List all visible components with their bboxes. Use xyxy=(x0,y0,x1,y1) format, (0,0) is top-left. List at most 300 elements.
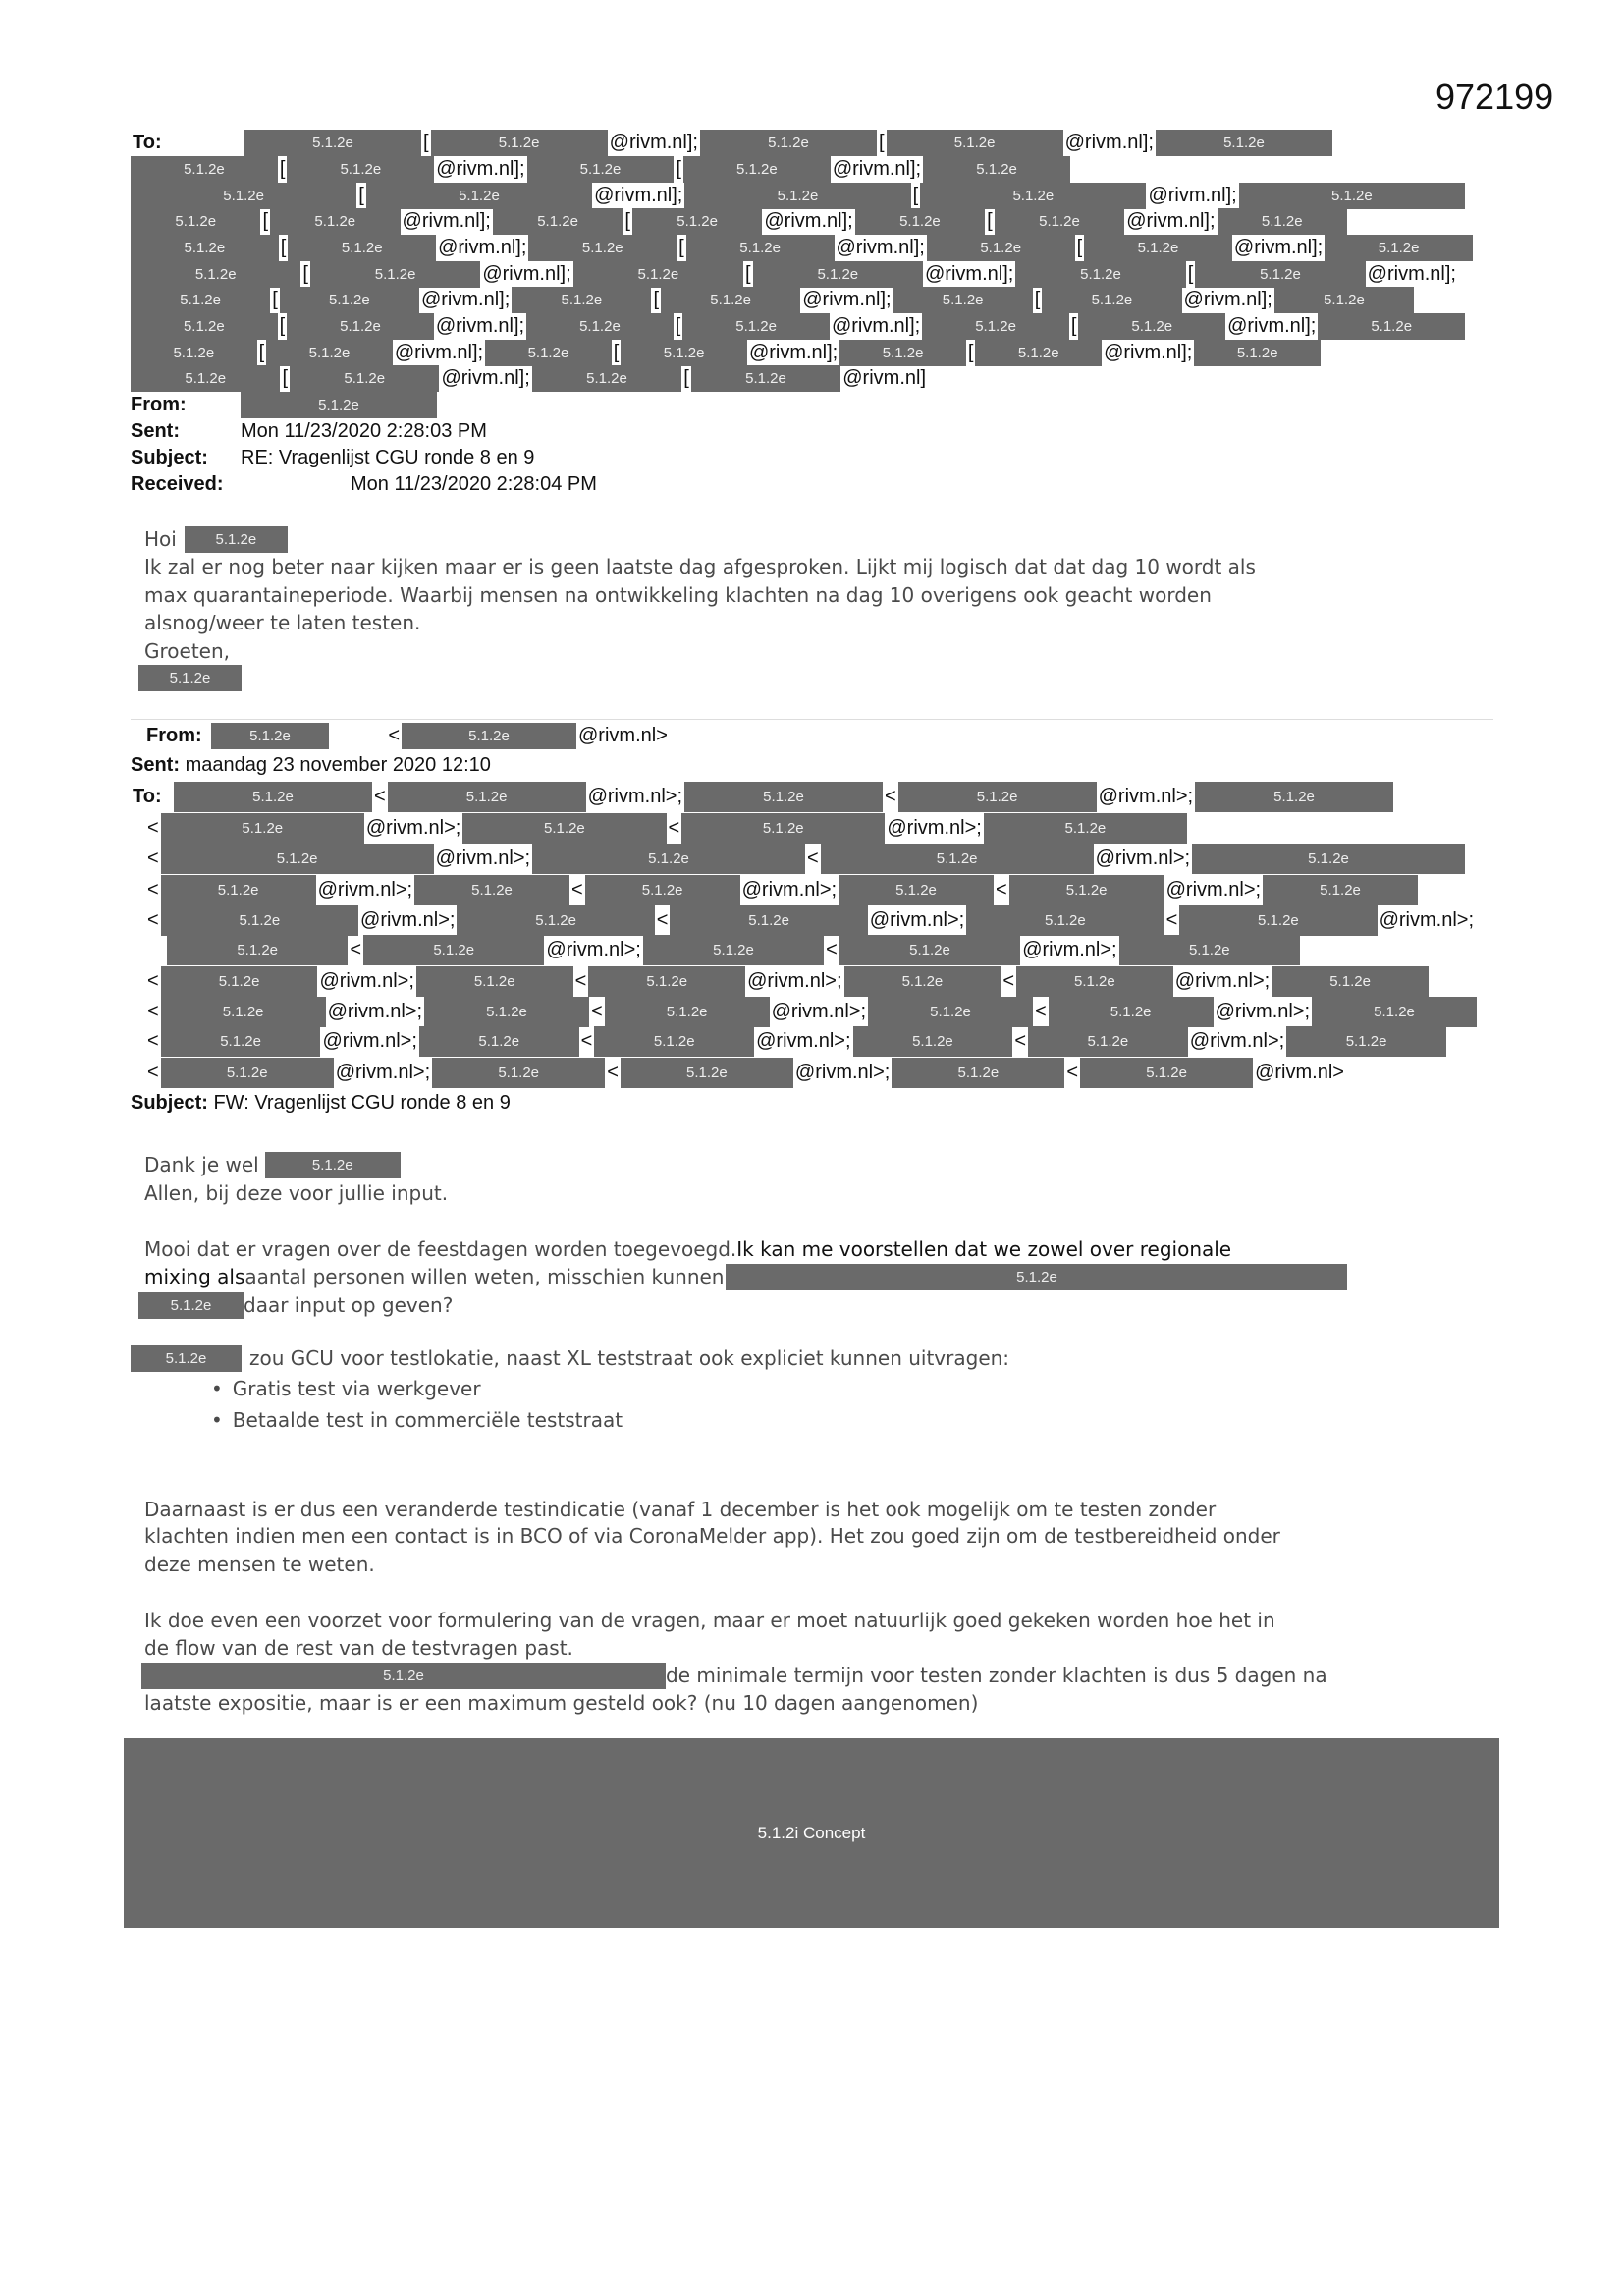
redaction: 5.1.2e xyxy=(893,287,1033,313)
recipient-address-fragment: < xyxy=(580,1030,593,1052)
redaction: 5.1.2e xyxy=(431,130,608,156)
recipient-address-fragment: @rivm.nl>; xyxy=(747,970,842,992)
recipient-address-fragment: @rivm.nl]; xyxy=(1104,342,1193,363)
redaction: 5.1.2e xyxy=(287,313,434,340)
redaction: 5.1.2e xyxy=(868,997,1033,1027)
header2-subject xyxy=(131,1092,511,1115)
redaction: 5.1.2e xyxy=(995,208,1124,235)
recipient-address-fragment: @rivm.nl>; xyxy=(360,909,456,931)
recipient-row xyxy=(145,905,1476,936)
redaction: 5.1.2e xyxy=(923,156,1070,183)
redaction: 5.1.2e xyxy=(161,966,318,997)
redaction: 5.1.2e xyxy=(244,130,421,156)
recipient-address-fragment: < xyxy=(996,879,1007,901)
recipient-address-fragment: @rivm.nl]; xyxy=(832,158,922,180)
text: Gratis test via werkgever xyxy=(232,1377,481,1400)
redaction: 5.1.2e xyxy=(643,935,824,965)
recipient-address-fragment: < xyxy=(147,847,159,869)
thanks: Dank je wel xyxy=(144,1153,259,1176)
redaction: 5.1.2e xyxy=(1318,313,1465,340)
recipient-address-fragment: [ xyxy=(280,237,287,258)
recipient-row xyxy=(131,365,928,392)
redaction: 5.1.2e xyxy=(526,313,674,340)
from-domain: @rivm.nl> xyxy=(578,725,668,746)
redaction: 5.1.2e xyxy=(920,183,1146,209)
redaction: 5.1.2e xyxy=(493,208,623,235)
redaction: 5.1.2e xyxy=(161,875,316,905)
recipient-address-fragment: @rivm.nl]; xyxy=(609,132,698,153)
body-line xyxy=(138,1291,453,1319)
recipient-address-fragment: [ xyxy=(1034,289,1041,310)
sent-value: maandag 23 november 2020 12:10 xyxy=(185,754,491,776)
redaction: 5.1.2e xyxy=(855,208,985,235)
recipient-address-fragment: [ xyxy=(967,342,974,363)
subject-value: FW: Vragenlijst CGU ronde 8 en 9 xyxy=(213,1092,511,1114)
recipient-address-fragment: @rivm.nl>; xyxy=(317,879,413,901)
redaction: 5.1.2e xyxy=(1179,905,1377,936)
recipient-address-fragment: [ xyxy=(423,132,429,153)
redaction: 5.1.2e xyxy=(1195,261,1365,288)
recipient-address-fragment: [ xyxy=(302,263,308,285)
recipient-address-fragment: [ xyxy=(1070,315,1077,337)
header1-sent xyxy=(131,420,487,443)
recipient-address-fragment: < xyxy=(591,1001,603,1022)
redaction: 5.1.2e xyxy=(844,966,1001,997)
greeting: Hoi xyxy=(144,527,177,551)
recipient-address-fragment: @rivm.nl>; xyxy=(435,847,531,869)
redaction: 5.1.2e xyxy=(280,287,419,313)
recipient-address-fragment: @rivm.nl]; xyxy=(802,289,892,310)
redaction: 5.1.2e xyxy=(839,935,1020,965)
redaction: 5.1.2e xyxy=(1028,1026,1188,1057)
text: zou GCU voor testlokatie, naast XL teststraat ook expliciet kunnen uitvragen: xyxy=(249,1346,1010,1370)
redaction: 5.1.2e xyxy=(892,1058,1064,1088)
recipient-address-fragment: [ xyxy=(745,263,751,285)
redaction: 5.1.2e xyxy=(185,526,288,553)
recipient-address-fragment: [ xyxy=(262,210,269,232)
recipient-address-fragment: @rivm.nl]; xyxy=(482,263,571,285)
redaction: 5.1.2e xyxy=(402,723,576,749)
recipient-address-fragment: @rivm.nl>; xyxy=(365,817,461,839)
redaction: 5.1.2e xyxy=(161,813,364,844)
redaction: 5.1.2e xyxy=(726,1264,1347,1290)
recipient-row xyxy=(131,261,1458,288)
redaction: 5.1.2e xyxy=(266,340,393,366)
bullet-item xyxy=(211,1375,481,1402)
header1-from xyxy=(131,392,437,418)
redaction: 5.1.2e xyxy=(462,813,666,844)
redaction: 5.1.2e xyxy=(161,844,434,874)
redaction: 5.1.2e xyxy=(131,183,356,209)
recipient-address-fragment: [ xyxy=(678,237,684,258)
redaction: 5.1.2e xyxy=(1042,287,1181,313)
recipient-row xyxy=(145,1058,1346,1088)
recipient-address-fragment: [ xyxy=(279,315,286,337)
recipient-address-fragment: @rivm.nl> xyxy=(1255,1062,1344,1083)
recipient-address-fragment: @rivm.nl]; xyxy=(441,367,530,389)
redaction: 5.1.2e xyxy=(131,235,279,261)
recipient-address-fragment: @rivm.nl>; xyxy=(869,909,965,931)
recipient-address-fragment: [ xyxy=(675,315,681,337)
redaction: 5.1.2e xyxy=(984,813,1187,844)
recipient-address-fragment: @rivm.nl>; xyxy=(546,939,641,960)
redaction: 5.1.2e xyxy=(684,782,883,812)
greeting-line xyxy=(144,525,288,553)
redaction: 5.1.2e xyxy=(621,1058,793,1088)
redaction: 5.1.2e xyxy=(1195,782,1393,812)
recipient-address-fragment: @rivm.nl]; xyxy=(394,342,484,363)
recipient-address-fragment: [ xyxy=(279,158,286,180)
body-line: de flow van de rest van de testvragen past. xyxy=(144,1636,573,1660)
recipient-address-fragment: @rivm.nl>; xyxy=(1189,1030,1285,1052)
redaction: 5.1.2e xyxy=(1192,844,1465,874)
body-line: laatste expositie, maar is er een maximum gesteld ook? (nu 10 dagen aangenomen) xyxy=(144,1691,979,1715)
redaction: 5.1.2e xyxy=(131,208,260,235)
body-line: Ik zal er nog beter naar kijken maar er is geen laatste dag afgesproken. Lijkt mij logisch dat dat dag 10 wordt als xyxy=(144,555,1256,578)
received-label: Received: xyxy=(131,473,224,495)
header2-from xyxy=(144,723,670,749)
redaction: 5.1.2e xyxy=(1218,208,1347,235)
body-line xyxy=(141,1662,1327,1689)
recipient-address-fragment: @rivm.nl>; xyxy=(794,1062,891,1083)
recipient-address-fragment: @rivm.nl>; xyxy=(741,879,838,901)
recipient-address-fragment: @rivm.nl>; xyxy=(327,1001,423,1022)
recipient-row xyxy=(167,935,1300,965)
from-label: From: xyxy=(146,725,202,746)
redaction: 5.1.2e xyxy=(594,1026,754,1057)
header2-sent xyxy=(131,754,491,777)
redaction: 5.1.2e xyxy=(290,365,439,392)
redaction: 5.1.2e xyxy=(131,365,280,392)
recipient-address-fragment: < xyxy=(147,1030,159,1052)
recipient-address-fragment: < xyxy=(807,847,819,869)
recipient-address-fragment: @rivm.nl]; xyxy=(438,237,527,258)
redaction: 5.1.2e xyxy=(141,1663,666,1689)
recipient-address-fragment: @rivm.nl]; xyxy=(764,210,853,232)
redaction: 5.1.2e xyxy=(632,208,762,235)
redaction: 5.1.2e xyxy=(532,365,681,392)
recipient-address-fragment: @rivm.nl>; xyxy=(756,1030,851,1052)
recipient-address-fragment: [ xyxy=(272,289,278,310)
redaction: 5.1.2e xyxy=(700,130,877,156)
recipient-row xyxy=(131,208,1347,235)
recipient-address-fragment: < xyxy=(607,1062,619,1083)
bullet-icon: • xyxy=(211,1408,223,1432)
redaction: 5.1.2e xyxy=(363,935,544,965)
redaction: 5.1.2e xyxy=(265,1152,401,1178)
body-line: Allen, bij deze voor jullie input. xyxy=(144,1181,449,1205)
bullet-icon: • xyxy=(211,1377,223,1400)
redaction: 5.1.2e xyxy=(1274,287,1414,313)
redaction: 5.1.2e xyxy=(1078,313,1225,340)
recipient-address-fragment: @rivm.nl]; xyxy=(402,210,491,232)
recipient-row xyxy=(145,875,1418,905)
recipient-address-fragment: [ xyxy=(653,289,660,310)
recipient-address-fragment: @rivm.nl]; xyxy=(436,158,525,180)
recipient-address-fragment: @rivm.nl]; xyxy=(594,185,683,206)
redaction: 5.1.2e xyxy=(211,723,329,749)
redaction: 5.1.2e xyxy=(131,340,257,366)
recipient-address-fragment: @rivm.nl>; xyxy=(1174,970,1271,992)
recipient-address-fragment: < xyxy=(147,1062,159,1083)
redaction: 5.1.2e xyxy=(161,905,358,936)
recipient-address-fragment: < xyxy=(668,817,680,839)
redaction: 5.1.2e xyxy=(1325,235,1473,261)
recipient-address-fragment: < xyxy=(826,939,838,960)
redaction: 5.1.2e xyxy=(131,1345,242,1372)
concept-label: 5.1.2i Concept xyxy=(757,1823,866,1842)
recipient-address-fragment: @rivm.nl>; xyxy=(771,1001,867,1022)
redaction: 5.1.2e xyxy=(839,875,994,905)
subject-label: Subject: xyxy=(131,1092,208,1114)
recipient-address-fragment: @rivm.nl>; xyxy=(1098,786,1194,807)
redaction: 5.1.2e xyxy=(1272,966,1429,997)
recipient-address-fragment: @rivm.nl]; xyxy=(1126,210,1216,232)
sent-label: Sent: xyxy=(131,754,180,776)
body-line: Daarnaast is er dus een veranderde testindicatie (vanaf 1 december is het ook mogelijk om te testen zonder xyxy=(144,1498,1217,1521)
recipient-address-fragment: @rivm.nl>; xyxy=(335,1062,431,1083)
recipient-address-fragment: [ xyxy=(358,185,364,206)
concept-redaction-block xyxy=(124,1738,1499,1928)
recipient-address-fragment: [ xyxy=(258,342,265,363)
redaction: 5.1.2e xyxy=(1009,875,1164,905)
recipient-address-fragment: < xyxy=(1002,970,1014,992)
recipient-address-fragment: @rivm.nl]; xyxy=(831,315,921,337)
body-line: alsnog/weer te laten testen. xyxy=(144,611,421,634)
redaction: 5.1.2e xyxy=(131,313,278,340)
body-line: Groeten, xyxy=(144,639,231,663)
redaction: 5.1.2e xyxy=(366,183,592,209)
redaction: 5.1.2e xyxy=(432,1058,605,1088)
redaction: 5.1.2e xyxy=(1015,261,1185,288)
redaction: 5.1.2e xyxy=(853,1026,1013,1057)
redaction: 5.1.2e xyxy=(605,997,770,1027)
recipient-address-fragment: @rivm.nl>; xyxy=(1095,847,1191,869)
redaction: 5.1.2e xyxy=(898,782,1097,812)
recipient-row xyxy=(145,813,1187,844)
redaction: 5.1.2e xyxy=(922,313,1069,340)
text: mixing als xyxy=(144,1265,245,1288)
recipient-address-fragment: @rivm.nl]; xyxy=(1064,132,1154,153)
redaction: 5.1.2e xyxy=(821,844,1094,874)
redaction: 5.1.2e xyxy=(419,1026,579,1057)
redaction: 5.1.2e xyxy=(1263,875,1418,905)
recipient-address-fragment: < xyxy=(147,1001,159,1022)
redaction: 5.1.2e xyxy=(414,875,569,905)
redaction: 5.1.2e xyxy=(131,287,270,313)
redaction: 5.1.2e xyxy=(1080,1058,1253,1088)
text: Mooi dat er vragen over de feestdagen worden toegevoegd. xyxy=(144,1237,737,1261)
redaction: 5.1.2e xyxy=(1119,935,1300,965)
recipient-address-fragment: @rivm.nl]; xyxy=(925,263,1014,285)
recipient-row xyxy=(145,844,1465,874)
recipient-address-fragment: [ xyxy=(1076,237,1083,258)
recipient-address-fragment: @rivm.nl>; xyxy=(887,817,982,839)
redaction: 5.1.2e xyxy=(161,997,326,1027)
header1-received xyxy=(131,473,597,496)
redaction: 5.1.2e xyxy=(287,156,434,183)
redaction: 5.1.2e xyxy=(512,287,651,313)
sent-label: Sent: xyxy=(131,420,180,442)
recipient-address-fragment: @rivm.nl]; xyxy=(1148,185,1237,206)
recipient-address-fragment: @rivm.nl>; xyxy=(1379,909,1475,931)
recipient-address-fragment: @rivm.nl>; xyxy=(322,1030,417,1052)
recipient-row xyxy=(145,966,1429,997)
body-line: max quarantaineperiode. Waarbij mensen na ontwikkeling klachten na dag 10 overigens ook geacht worden xyxy=(144,583,1212,607)
recipient-address-fragment: @rivm.nl>; xyxy=(319,970,414,992)
redaction: 5.1.2e xyxy=(131,156,278,183)
recipient-address-fragment: < xyxy=(373,786,386,807)
redaction: 5.1.2e xyxy=(588,966,745,997)
recipient-row xyxy=(131,130,1332,156)
redaction: 5.1.2e xyxy=(532,844,805,874)
received-value: Mon 11/23/2020 2:28:04 PM xyxy=(351,473,597,495)
recipient-address-fragment: @rivm.nl]; xyxy=(1233,237,1324,258)
recipient-row xyxy=(131,782,1393,812)
recipient-address-fragment: @rivm.nl]; xyxy=(435,315,525,337)
recipient-row xyxy=(131,235,1473,261)
header1-subject xyxy=(131,447,534,469)
redaction: 5.1.2e xyxy=(167,935,348,965)
recipient-address-fragment: < xyxy=(1014,1030,1026,1052)
subject-label: Subject: xyxy=(131,447,208,468)
to-label: To: xyxy=(133,786,162,807)
recipient-row xyxy=(145,997,1477,1027)
signature-line xyxy=(138,664,242,691)
bullet-item xyxy=(211,1406,623,1434)
recipient-address-fragment: @rivm.nl>; xyxy=(1215,1001,1311,1022)
recipient-row xyxy=(145,1026,1446,1057)
recipient-address-fragment: @rivm.nl>; xyxy=(587,786,683,807)
recipient-row xyxy=(131,340,1321,366)
redaction: 5.1.2e xyxy=(839,340,966,366)
recipient-address-fragment: [ xyxy=(683,367,689,389)
recipient-row xyxy=(131,183,1465,209)
redaction: 5.1.2e xyxy=(241,392,437,418)
recipient-address-fragment: < xyxy=(1165,909,1178,931)
body-line xyxy=(144,1263,1347,1290)
body-line xyxy=(131,1344,1009,1372)
redaction: 5.1.2e xyxy=(927,235,1075,261)
body-line: Ik doe even een voorzet voor formulering van de vragen, maar er moet natuurlijk goed gekeken worden hoe het in xyxy=(144,1609,1275,1632)
recipient-address-fragment: [ xyxy=(624,210,630,232)
redaction: 5.1.2e xyxy=(686,235,835,261)
redaction: 5.1.2e xyxy=(1194,340,1321,366)
from-label: From: xyxy=(131,394,187,415)
redaction: 5.1.2e xyxy=(621,340,747,366)
redaction: 5.1.2e xyxy=(1016,966,1173,997)
recipient-address-fragment: < xyxy=(147,817,159,839)
recipient-address-fragment: [ xyxy=(1187,263,1194,285)
recipient-address-fragment: @rivm.nl]; xyxy=(420,289,511,310)
recipient-address-fragment: @rivm.nl] xyxy=(842,367,926,389)
redaction: 5.1.2e xyxy=(485,340,612,366)
redaction: 5.1.2e xyxy=(174,782,372,812)
redaction: 5.1.2e xyxy=(161,1058,334,1088)
redaction: 5.1.2e xyxy=(966,905,1164,936)
recipient-address-fragment: < xyxy=(656,909,669,931)
redaction: 5.1.2e xyxy=(684,183,910,209)
redaction: 5.1.2e xyxy=(388,782,586,812)
recipient-row xyxy=(131,156,1070,183)
redaction: 5.1.2e xyxy=(1049,997,1214,1027)
recipient-address-fragment: [ xyxy=(912,185,919,206)
recipient-address-fragment: < xyxy=(574,970,587,992)
redaction: 5.1.2e xyxy=(310,261,480,288)
redaction: 5.1.2e xyxy=(661,287,800,313)
redaction: 5.1.2e xyxy=(527,156,675,183)
recipient-address-fragment: [ xyxy=(282,367,289,389)
recipient-address-fragment: [ xyxy=(879,132,885,153)
sent-value: Mon 11/23/2020 2:28:03 PM xyxy=(241,420,487,442)
recipient-row xyxy=(131,287,1414,313)
recipient-address-fragment: < xyxy=(147,909,159,931)
recipient-address-fragment: < xyxy=(884,786,896,807)
from-lt: < xyxy=(388,725,400,746)
redaction: 5.1.2e xyxy=(1312,997,1477,1027)
redaction: 5.1.2e xyxy=(270,208,400,235)
redaction: 5.1.2e xyxy=(424,997,589,1027)
redaction: 5.1.2e xyxy=(457,905,654,936)
separator xyxy=(131,719,1493,720)
text: aantal personen willen weten, misschien kunnen xyxy=(244,1265,725,1288)
redaction: 5.1.2e xyxy=(683,156,831,183)
redaction: 5.1.2e xyxy=(288,235,436,261)
redaction: 5.1.2e xyxy=(585,875,740,905)
thanks-line xyxy=(144,1151,401,1178)
recipient-address-fragment: @rivm.nl]; xyxy=(1183,289,1272,310)
recipient-address-fragment: @rivm.nl]; xyxy=(1367,263,1456,285)
text: Ik kan me voorstellen dat we zowel over regionale xyxy=(736,1237,1232,1261)
redaction: 5.1.2e xyxy=(161,1026,321,1057)
redaction: 5.1.2e xyxy=(573,261,743,288)
recipient-address-fragment: < xyxy=(147,879,159,901)
recipient-row xyxy=(131,313,1465,340)
redaction: 5.1.2e xyxy=(670,905,867,936)
redaction: 5.1.2e xyxy=(682,313,830,340)
redaction: 5.1.2e xyxy=(1239,183,1465,209)
text: daar input op geven? xyxy=(244,1293,454,1317)
recipient-address-fragment: [ xyxy=(613,342,620,363)
recipient-address-fragment: @rivm.nl]; xyxy=(748,342,839,363)
subject-value: RE: Vragenlijst CGU ronde 8 en 9 xyxy=(241,447,535,468)
recipient-address-fragment: @rivm.nl]; xyxy=(836,237,925,258)
redaction: 5.1.2e xyxy=(1156,130,1332,156)
recipient-address-fragment: [ xyxy=(987,210,993,232)
redaction: 5.1.2e xyxy=(681,813,885,844)
redaction: 5.1.2e xyxy=(138,1292,244,1319)
recipient-address-fragment: @rivm.nl]; xyxy=(1227,315,1317,337)
body-line xyxy=(144,1235,1231,1263)
text: Betaalde test in commerciële teststraat xyxy=(232,1408,623,1432)
recipient-address-fragment: < xyxy=(350,939,362,960)
document-number: 972199 xyxy=(1435,77,1554,117)
redaction: 5.1.2e xyxy=(416,966,573,997)
recipient-address-fragment: < xyxy=(571,879,583,901)
redaction: 5.1.2e xyxy=(138,665,242,691)
redaction: 5.1.2e xyxy=(528,235,677,261)
redaction: 5.1.2e xyxy=(691,365,840,392)
body-line: deze mensen te weten. xyxy=(144,1553,375,1576)
recipient-address-fragment: < xyxy=(1066,1062,1079,1083)
text: de minimale termijn voor testen zonder klachten is dus 5 dagen na xyxy=(666,1664,1327,1687)
recipient-address-fragment: < xyxy=(147,970,159,992)
redaction: 5.1.2e xyxy=(131,261,300,288)
redaction: 5.1.2e xyxy=(1286,1026,1446,1057)
recipient-address-fragment: [ xyxy=(676,158,681,180)
recipient-address-fragment: < xyxy=(1035,1001,1047,1022)
to-label: To: xyxy=(133,132,162,153)
